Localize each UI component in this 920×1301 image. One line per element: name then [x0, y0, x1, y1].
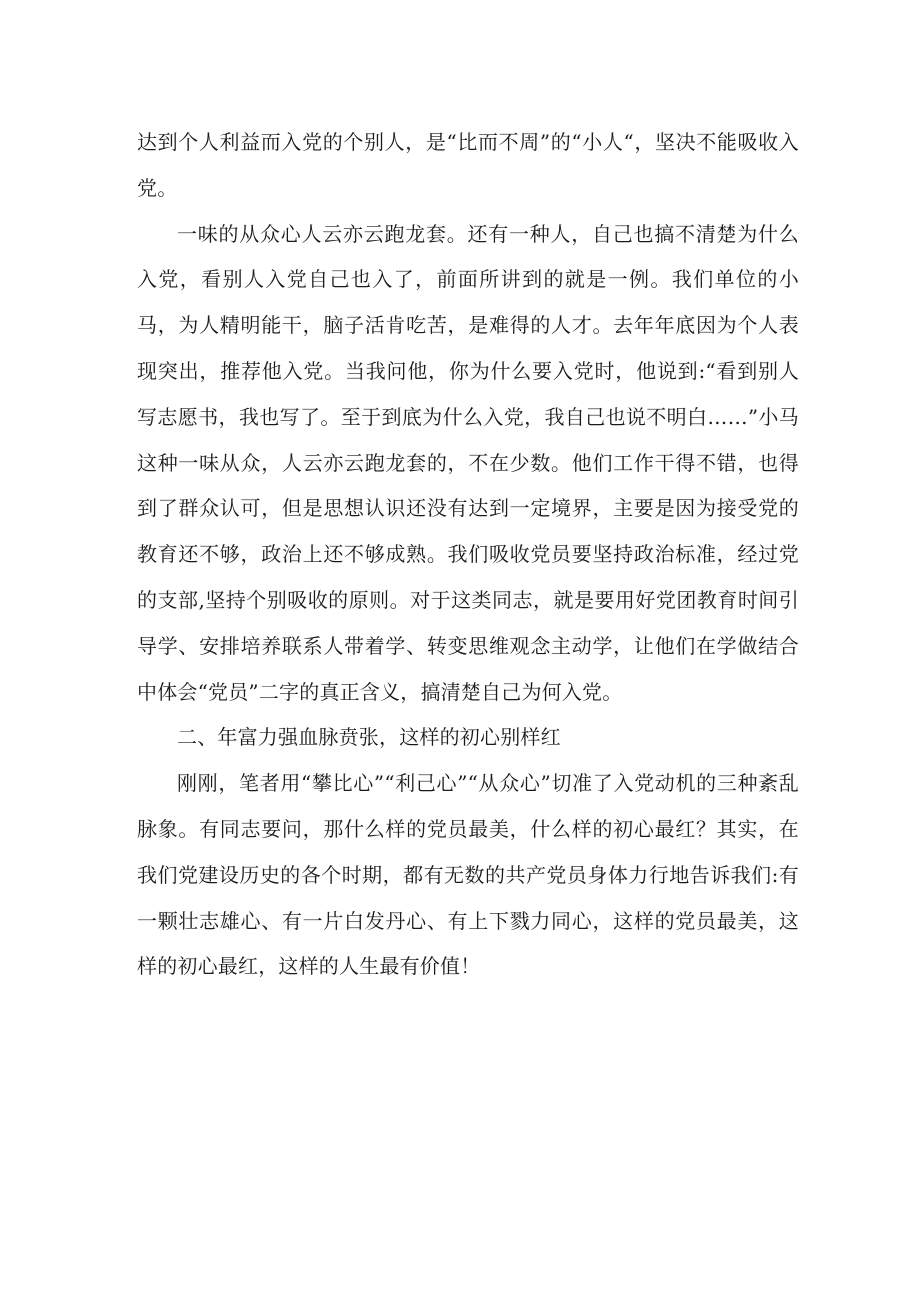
paragraph-continuation: 达到个人利益而入党的个别人，是“比而不周”的“小人“，坚决不能吸收入党。 [137, 130, 799, 200]
section-heading: 二、年富力强血脉贲张，这样的初心别样红 [177, 725, 561, 750]
document-body [137, 120, 799, 990]
paragraph-conformist-motive: 一味的从众心人云亦云跑龙套。还有一种人，自己也搞不清楚为什么入党，看别人入党自己也入了，前面所讲到的就是一例。我们单位的小马，为人精明能干，脑子活肯吃苦，是难得的人才。去年年底因为个人表现突出，推荐他入党。当我问他，你为什么要入党时，他说到:“看到别人写志愿书，我也写了。至于到底为什么入党，我自己也说不明白……”小马这种一味从众，人云亦云跑龙套的，不在少数。他们工作干得不错，也得到了群众认可，但是思想认识还没有达到一定境界，主要是因为接受党的教育还不够，政治上还不够成熟。我们吸收党员要坚持政治标准，经过党的支部,坚持个别吸收的原则。对于这类同志，就是要用好党团教育时间引导学、安排培养联系人带着学、转变思维观念主动学，让他们在学做结合中体会“党员”二字的真正含义，搞清楚自己为何入党。 [137, 221, 799, 704]
paragraph-best-party-member: 刚刚，笔者用“攀比心”“利己心”“从众心”切准了入党动机的三种紊乱脉象。有同志要问，那什么样的党员最美，什么样的初心最红？其实，在我们党建设历史的各个时期，都有无数的共产党员身体力行地告诉我们:有一颗壮志雄心、有一片白发丹心、有上下戮力同心，这样的党员最美，这样的初心最红，这样的人生最有价值！ [137, 771, 799, 979]
